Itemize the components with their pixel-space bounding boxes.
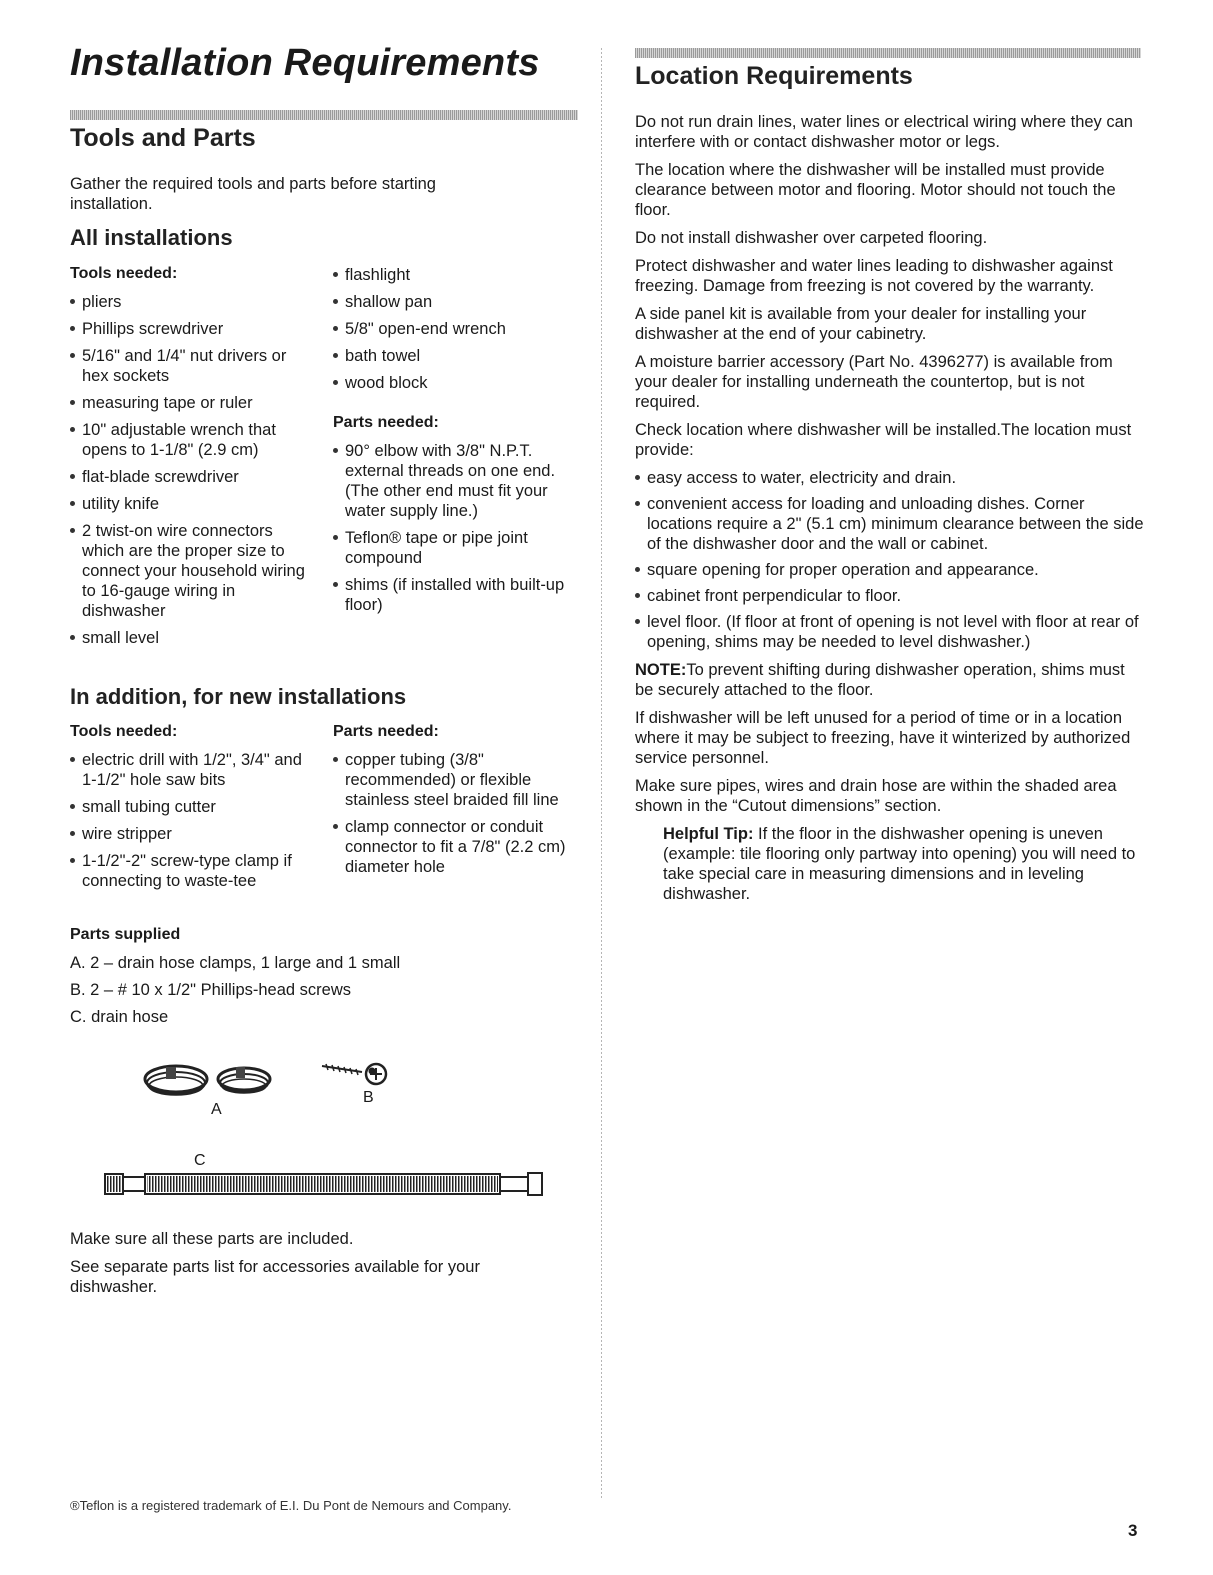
new-parts-needed-label: Parts needed: [333, 723, 439, 740]
tip-text: If the floor in the dishwasher opening is uneven (example: tile flooring only partway into opening) you will need to take special care in measuring dimensions and in leveling dishwasher. [663, 825, 1136, 903]
list-item: Teflon® tape or pipe joint compound [333, 528, 571, 568]
list-item: Phillips screwdriver [70, 319, 315, 339]
list-item: 90° elbow with 3/8" N.P.T. external threads on one end. (The other end must fit your water supply line.) [333, 441, 571, 521]
page-number: 3 [1128, 1521, 1138, 1540]
new-tools-needed-list [70, 750, 320, 898]
list-item: small tubing cutter [70, 797, 320, 817]
tools-needed-label: Tools needed: [70, 265, 178, 282]
closing-text-2: See separate parts list for accessories available for your dishwasher. [70, 1258, 480, 1296]
list-item: wire stripper [70, 824, 320, 844]
list-item: cabinet front perpendicular to floor. [635, 586, 1145, 606]
section-title-location-requirements: Location Requirements [635, 62, 913, 90]
list-item: easy access to water, electricity and drain. [635, 468, 1145, 488]
note-label: NOTE: [635, 661, 687, 679]
list-item: convenient access for loading and unloading dishes. Corner locations require a 2" (5.1 cm) minimum clearance between the side of the dishwasher door and the wall or cabinet. [635, 494, 1145, 554]
paragraph: Do not run drain lines, water lines or electrical wiring where they can interfere with or contact dishwasher motor or legs. [635, 113, 1133, 151]
parts-needed-list [333, 441, 571, 622]
list-item: 10" adjustable wrench that opens to 1-1/8" (2.9 cm) [70, 420, 315, 460]
closing-text-1: Make sure all these parts are included. [70, 1230, 354, 1248]
paragraph: Do not install dishwasher over carpeted flooring. [635, 229, 988, 247]
location-requirements-body [635, 112, 1145, 904]
list-item: utility knife [70, 494, 315, 514]
intro-text: Gather the required tools and parts before starting installation. [70, 175, 436, 213]
tools-needed-list-2 [333, 265, 573, 400]
new-parts-needed-list [333, 750, 578, 884]
figure-label-c: C [194, 1152, 206, 1169]
hose-clamps-illustration [140, 1055, 280, 1120]
location-provide-list [635, 468, 1145, 652]
paragraph: A side panel kit is available from your dealer for installing your dishwasher at the end of your cabinetry. [635, 305, 1087, 343]
list-item: 1-1/2"-2" screw-type clamp if connecting to waste-tee [70, 851, 320, 891]
tip-label: Helpful Tip: [663, 825, 754, 843]
new-tools-needed-label: Tools needed: [70, 723, 178, 740]
tools-needed-list [70, 292, 315, 655]
list-item: measuring tape or ruler [70, 393, 315, 413]
list-item: flashlight [333, 265, 573, 285]
list-item: level floor. (If floor at front of opening is not level with floor at rear of opening, shims may be needed to level dishwasher.) [635, 612, 1145, 652]
list-item: A. 2 – drain hose clamps, 1 large and 1 small [70, 954, 401, 972]
list-item: small level [70, 628, 315, 648]
list-item: square opening for proper operation and appearance. [635, 560, 1145, 580]
parts-supplied-list [70, 953, 570, 1027]
list-item: 5/16" and 1/4" nut drivers or hex sockets [70, 346, 315, 386]
screw-illustration [318, 1058, 398, 1093]
list-item: 5/8" open-end wrench [333, 319, 573, 339]
list-item: copper tubing (3/8" recommended) or flexible stainless steel braided fill line [333, 750, 578, 810]
section-title-tools-and-parts: Tools and Parts [70, 124, 256, 152]
figure-label-b: B [363, 1089, 374, 1106]
list-item: electric drill with 1/2", 3/4" and 1-1/2" hole saw bits [70, 750, 320, 790]
list-item: B. 2 – # 10 x 1/2" Phillips-head screws [70, 981, 351, 999]
paragraph: Check location where dishwasher will be installed.The location must provide: [635, 421, 1132, 459]
paragraph: The location where the dishwasher will be installed must provide clearance between motor and flooring. Motor should not touch the floor. [635, 161, 1116, 219]
helpful-tip [663, 824, 1145, 904]
list-item: flat-blade screwdriver [70, 467, 315, 487]
section-rule [70, 110, 578, 120]
paragraph: Make sure pipes, wires and drain hose are within the shaded area shown in the “Cutout dimensions” section. [635, 777, 1117, 815]
subsection-title-new-installations: In addition, for new installations [70, 684, 407, 709]
teflon-footnote: ®Teflon is a registered trademark of E.I. Du Pont de Nemours and Company. [70, 1498, 512, 1513]
note-paragraph [635, 660, 1145, 700]
list-item: shallow pan [333, 292, 573, 312]
figure-label-a: A [211, 1101, 222, 1118]
parts-needed-label: Parts needed: [333, 414, 439, 431]
page-title: Installation Requirements [70, 42, 540, 84]
section-rule [635, 48, 1141, 58]
list-item: C. drain hose [70, 1008, 169, 1026]
list-item: 2 twist-on wire connectors which are the proper size to connect your household wiring to 16-gauge wiring in dishwasher [70, 521, 315, 621]
paragraph: A moisture barrier accessory (Part No. 4396277) is available from your dealer for installing underneath the countertop, but is not required. [635, 353, 1113, 411]
list-item: wood block [333, 373, 573, 393]
list-item: clamp connector or conduit connector to fit a 7/8" (2.2 cm) diameter hole [333, 817, 578, 877]
list-item: bath towel [333, 346, 573, 366]
paragraph: Protect dishwasher and water lines leading to dishwasher against freezing. Damage from freezing is not covered by the warranty. [635, 257, 1113, 295]
list-item: shims (if installed with built-up floor) [333, 575, 571, 615]
paragraph: If dishwasher will be left unused for a period of time or in a location where it may be subject to freezing, have it winterized by authorized service personnel. [635, 709, 1131, 767]
list-item: pliers [70, 292, 315, 312]
column-divider [601, 48, 602, 1498]
subsection-title-all-installations: All installations [70, 225, 233, 250]
drain-hose-illustration [104, 1170, 544, 1203]
note-text: To prevent shifting during dishwasher operation, shims must be securely attached to the floor. [635, 661, 1125, 699]
parts-supplied-label: Parts supplied [70, 926, 181, 943]
